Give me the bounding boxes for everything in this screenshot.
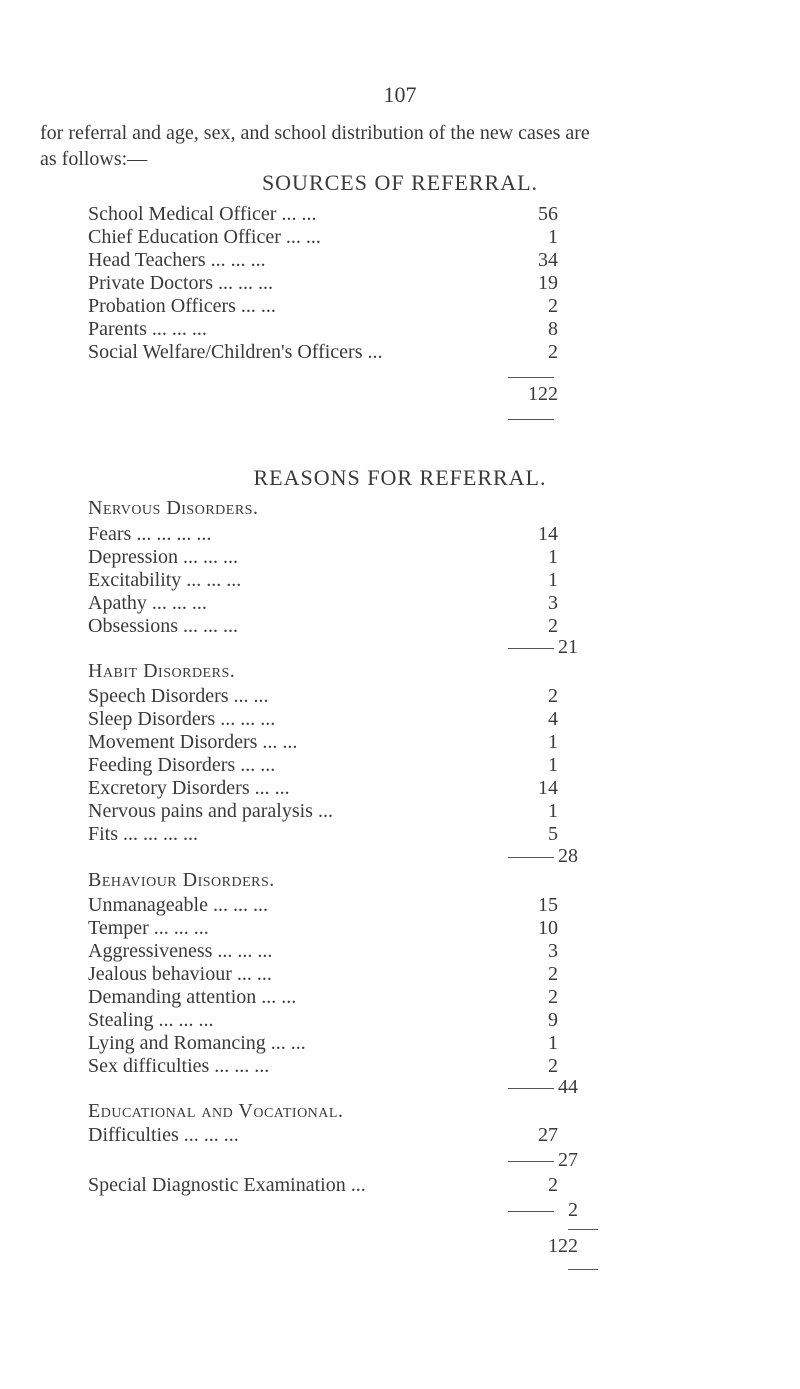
item-label: Unmanageable ... ... ...	[88, 894, 268, 916]
item-label: Lying and Romancing ... ...	[88, 1032, 306, 1054]
item-value: 1	[548, 546, 558, 568]
sources-total: 122	[528, 383, 558, 405]
item-label: Apathy ... ... ...	[88, 592, 207, 614]
reasons-heading: REASONS FOR REFERRAL.	[253, 465, 547, 490]
divider	[568, 1269, 598, 1270]
item-label: Head Teachers ... ... ...	[88, 249, 266, 271]
list-item	[88, 1055, 558, 1081]
item-value: 8	[548, 318, 558, 340]
item-value: 4	[548, 708, 558, 730]
list-item	[88, 615, 558, 641]
item-value: 1	[548, 731, 558, 753]
item-value: 10	[538, 917, 558, 939]
item-label: Social Welfare/Children's Officers ...	[88, 341, 383, 363]
list-item	[88, 1174, 558, 1200]
item-value: 2	[548, 685, 558, 707]
behaviour-subtotal: 44	[558, 1076, 578, 1098]
item-label: Obsessions ... ... ...	[88, 615, 239, 637]
item-label: Temper ... ... ...	[88, 917, 209, 939]
item-label: Demanding attention ... ...	[88, 986, 297, 1008]
item-label: Chief Education Officer ... ...	[88, 226, 321, 248]
item-value: 1	[548, 1032, 558, 1054]
item-value: 1	[548, 800, 558, 822]
special-subtotal: 2	[568, 1199, 578, 1221]
item-value: 1	[548, 754, 558, 776]
list-item	[88, 341, 558, 367]
item-value: 34	[538, 249, 558, 271]
item-value: 3	[548, 940, 558, 962]
item-label: Stealing ... ... ...	[88, 1009, 214, 1031]
item-value: 2	[548, 1174, 558, 1196]
divider	[568, 1229, 598, 1230]
divider	[508, 419, 554, 420]
item-value: 56	[538, 203, 558, 225]
habit-subtotal: 28	[558, 845, 578, 867]
item-value: 2	[548, 341, 558, 363]
reasons-total: 122	[548, 1235, 578, 1257]
item-label: Excretory Disorders ... ...	[88, 777, 290, 799]
item-value: 1	[548, 569, 558, 591]
item-label: Sleep Disorders ... ... ...	[88, 708, 276, 730]
item-label: Jealous behaviour ... ...	[88, 963, 272, 985]
item-label: Fears ... ... ... ...	[88, 523, 212, 545]
item-label: Difficulties ... ... ...	[88, 1124, 239, 1146]
item-value: 2	[548, 615, 558, 637]
item-label: School Medical Officer ... ...	[88, 203, 317, 225]
item-value: 2	[548, 986, 558, 1008]
item-value: 15	[538, 894, 558, 916]
sources-heading: SOURCES OF REFERRAL.	[261, 170, 539, 195]
intro-line-2: as follows:—	[40, 148, 148, 170]
item-value: 14	[538, 777, 558, 799]
item-label: Special Diagnostic Examination ...	[88, 1174, 366, 1196]
habit-disorders-heading: Habit Disorders.	[88, 660, 236, 682]
item-value: 3	[548, 592, 558, 614]
item-value: 2	[548, 295, 558, 317]
item-value: 27	[538, 1124, 558, 1146]
item-value: 2	[548, 1055, 558, 1077]
item-label: Parents ... ... ...	[88, 318, 207, 340]
item-value: 1	[548, 226, 558, 248]
list-item	[88, 1124, 558, 1150]
item-label: Fits ... ... ... ...	[88, 823, 199, 845]
item-label: Probation Officers ... ...	[88, 295, 276, 317]
item-label: Movement Disorders ... ...	[88, 731, 298, 753]
item-label: Aggressiveness ... ... ...	[88, 940, 273, 962]
nervous-subtotal: 21	[558, 636, 578, 658]
item-label: Excitability ... ... ...	[88, 569, 242, 591]
item-label: Private Doctors ... ... ...	[88, 272, 273, 294]
behaviour-disorders-heading: Behaviour Disorders.	[88, 869, 275, 891]
nervous-disorders-heading: Nervous Disorders.	[88, 497, 259, 519]
intro-line-1: for referral and age, sex, and school distribution of the new cases are	[40, 122, 590, 144]
item-label: Speech Disorders ... ...	[88, 685, 269, 707]
page-number: 107	[383, 82, 417, 107]
educational-heading: Educational and Vocational.	[88, 1100, 344, 1122]
item-value: 19	[538, 272, 558, 294]
item-value: 5	[548, 823, 558, 845]
item-value: 9	[548, 1009, 558, 1031]
item-value: 14	[538, 523, 558, 545]
educational-subtotal: 27	[558, 1149, 578, 1171]
divider	[508, 377, 554, 378]
item-label: Feeding Disorders ... ...	[88, 754, 276, 776]
sources-total-row	[88, 383, 558, 409]
item-label: Depression ... ... ...	[88, 546, 238, 568]
list-item	[88, 823, 558, 849]
item-label: Sex difficulties ... ... ...	[88, 1055, 270, 1077]
item-label: Nervous pains and paralysis ...	[88, 800, 333, 822]
item-value: 2	[548, 963, 558, 985]
